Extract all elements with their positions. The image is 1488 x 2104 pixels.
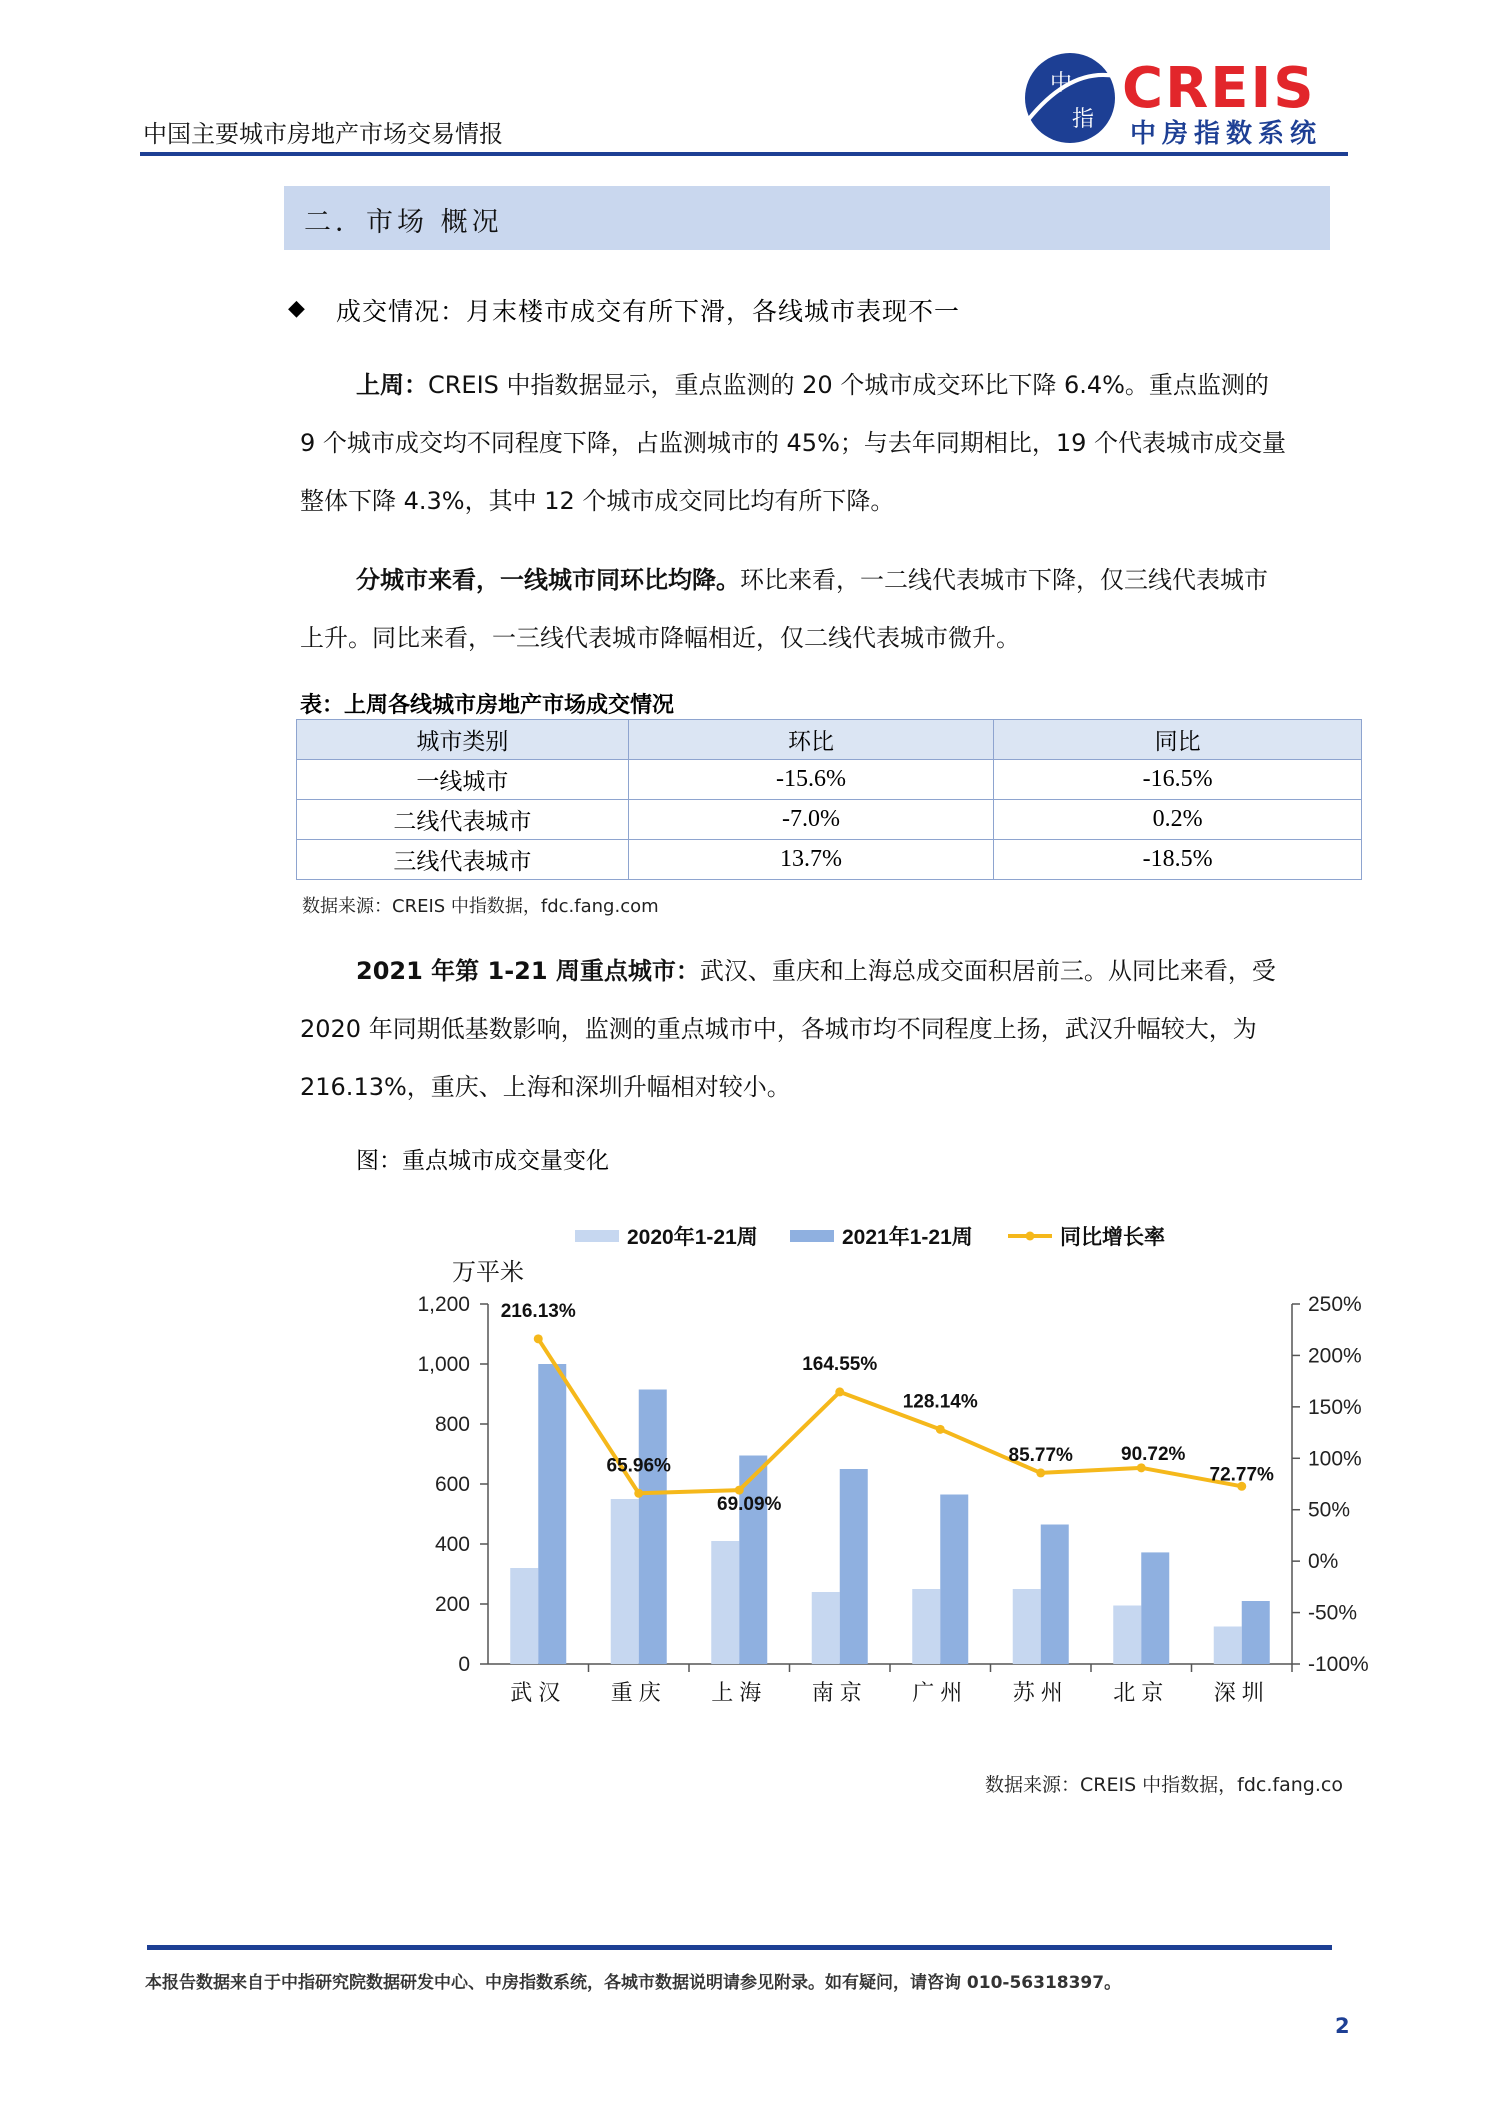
paragraph-line: 整体下降 4.3%，其中 12 个城市成交同比均有所下降。 bbox=[300, 487, 895, 515]
logo-mark-bottom: 指 bbox=[1072, 107, 1095, 132]
left-tick-label: 200 bbox=[434, 1593, 470, 1616]
table-cell: -16.5% bbox=[994, 760, 1362, 800]
paragraph-line: 上升。同比来看，一三线代表城市降幅相近，仅二线代表城市微升。 bbox=[300, 624, 1020, 652]
growth-rate-point bbox=[634, 1489, 643, 1498]
legend-swatch bbox=[790, 1230, 834, 1242]
section-title: 二．市场 概况 bbox=[304, 207, 503, 238]
data-label: 216.13% bbox=[500, 1300, 576, 1322]
chart-source-note: 数据来源：CREIS 中指数据，fdc.fang.co bbox=[985, 1774, 1343, 1796]
right-tick-label: 100% bbox=[1308, 1447, 1362, 1471]
growth-rate-point bbox=[1036, 1468, 1045, 1477]
column-header: 同比 bbox=[994, 720, 1362, 760]
logo-mark-top: 中 bbox=[1050, 71, 1073, 96]
paragraph-lead: 分城市来看，一线城市同环比均降。 bbox=[356, 566, 740, 594]
bar bbox=[812, 1592, 840, 1664]
table-source-note: 数据来源：CREIS 中指数据，fdc.fang.com bbox=[302, 896, 659, 917]
x-tick-label: 武汉 bbox=[510, 1680, 567, 1705]
growth-rate-point bbox=[835, 1387, 844, 1396]
legend-label: 同比增长率 bbox=[1060, 1226, 1165, 1249]
paragraph-city-tiers bbox=[300, 551, 1350, 671]
table-row bbox=[297, 800, 1362, 840]
bar bbox=[1242, 1601, 1270, 1664]
logo-brand-text: CREIS bbox=[1122, 56, 1316, 121]
legend-label: 2021年1-21周 bbox=[842, 1226, 973, 1249]
page-number: 2 bbox=[1335, 2014, 1350, 2038]
city-transaction-chart bbox=[380, 1210, 1400, 1730]
left-tick-label: 0 bbox=[458, 1653, 470, 1676]
data-label: 85.77% bbox=[1008, 1444, 1073, 1466]
legend-swatch bbox=[575, 1230, 619, 1242]
table-cell: -18.5% bbox=[994, 840, 1362, 880]
bar bbox=[639, 1390, 667, 1665]
footer-divider bbox=[147, 1945, 1332, 1950]
data-label: 65.96% bbox=[606, 1455, 671, 1477]
city-tier-table bbox=[296, 719, 1362, 880]
table-row bbox=[297, 760, 1362, 800]
left-tick-label: 1,200 bbox=[417, 1293, 470, 1316]
column-header: 城市类别 bbox=[297, 720, 629, 760]
logo-subtitle: 中房指数系统 bbox=[1130, 119, 1323, 149]
table-cell: -15.6% bbox=[628, 760, 994, 800]
right-tick-label: 50% bbox=[1308, 1498, 1351, 1522]
bar bbox=[538, 1364, 566, 1664]
data-label: 164.55% bbox=[802, 1353, 878, 1375]
right-tick-label: -50% bbox=[1308, 1601, 1358, 1625]
table-cell: 一线城市 bbox=[297, 760, 629, 800]
right-tick-label: 250% bbox=[1308, 1293, 1362, 1316]
right-tick-label: 0% bbox=[1308, 1550, 1339, 1574]
bar bbox=[510, 1568, 538, 1664]
bar bbox=[1013, 1589, 1041, 1664]
x-tick-label: 上海 bbox=[711, 1680, 768, 1705]
table-cell: -7.0% bbox=[628, 800, 994, 840]
growth-rate-point bbox=[936, 1425, 945, 1434]
x-tick-label: 广州 bbox=[912, 1680, 969, 1705]
right-tick-label: -100% bbox=[1308, 1653, 1369, 1676]
left-tick-label: 800 bbox=[434, 1413, 470, 1436]
table-cell: 二线代表城市 bbox=[297, 800, 629, 840]
legend-label: 2020年1-21周 bbox=[627, 1226, 758, 1249]
logo-circle bbox=[1025, 53, 1115, 143]
header-divider bbox=[140, 152, 1348, 156]
table-cell: 0.2% bbox=[994, 800, 1362, 840]
data-label: 90.72% bbox=[1121, 1443, 1186, 1465]
bullet-heading: 成交情况：月末楼市成交有所下滑，各线城市表现不一 bbox=[336, 297, 961, 326]
legend-swatch-marker bbox=[1026, 1232, 1035, 1241]
paragraph-line: 武汉、重庆和上海总成交面积居前三。从同比来看，受 bbox=[699, 957, 1276, 985]
diamond-bullet-icon: ◆ bbox=[288, 296, 305, 321]
left-tick-label: 1,000 bbox=[417, 1353, 470, 1376]
bar bbox=[940, 1495, 968, 1665]
footer-note: 本报告数据来自于中指研究院数据研发中心、中房指数系统，各城市数据说明请参见附录。如有疑问，请咨询 010-56318397。 bbox=[145, 1973, 1122, 1993]
growth-rate-point bbox=[534, 1334, 543, 1343]
paragraph-line: 216.13%，重庆、上海和深圳升幅相对较小。 bbox=[300, 1073, 791, 1101]
x-tick-label: 南京 bbox=[811, 1680, 868, 1705]
x-tick-label: 苏州 bbox=[1012, 1680, 1069, 1705]
table-cell: 13.7% bbox=[628, 840, 994, 880]
bar bbox=[1041, 1525, 1069, 1665]
bar bbox=[1141, 1552, 1169, 1664]
paragraph-line: CREIS 中指数据显示，重点监测的 20 个城市成交环比下降 6.4%。重点监测的 bbox=[428, 371, 1269, 399]
report-header-title: 中国主要城市房地产市场交易情报 bbox=[143, 120, 503, 148]
paragraph-line: 2020 年同期低基数影响，监测的重点城市中，各城市均不同程度上扬，武汉升幅较大，为 bbox=[300, 1015, 1257, 1043]
bar bbox=[1113, 1606, 1141, 1665]
paragraph-lead: 上周： bbox=[356, 371, 428, 399]
bar bbox=[711, 1541, 739, 1664]
table-header-row bbox=[297, 720, 1362, 760]
paragraph-line: 环比来看，一二线代表城市下降，仅三线代表城市 bbox=[740, 566, 1268, 594]
chart-caption: 图：重点城市成交量变化 bbox=[356, 1148, 609, 1174]
x-tick-label: 北京 bbox=[1113, 1680, 1170, 1705]
paragraph-lead: 2021 年第 1-21 周重点城市： bbox=[356, 957, 700, 985]
paragraph-line: 9 个城市成交均不同程度下降，占监测城市的 45%；与去年同期相比，19 个代表城市成交量 bbox=[300, 429, 1287, 457]
right-tick-label: 150% bbox=[1308, 1395, 1362, 1419]
bar bbox=[840, 1469, 868, 1664]
table-caption: 表：上周各线城市房地产市场成交情况 bbox=[300, 693, 675, 718]
left-tick-label: 400 bbox=[434, 1533, 470, 1556]
y-axis-title: 万平米 bbox=[452, 1259, 524, 1286]
paragraph-key-cities bbox=[300, 942, 1350, 1122]
x-tick-label: 深圳 bbox=[1213, 1680, 1270, 1705]
bar bbox=[912, 1589, 940, 1664]
right-tick-label: 200% bbox=[1308, 1344, 1362, 1368]
table-row bbox=[297, 840, 1362, 880]
data-label: 128.14% bbox=[902, 1391, 978, 1413]
bar bbox=[1214, 1627, 1242, 1665]
bar bbox=[611, 1499, 639, 1664]
x-tick-label: 重庆 bbox=[610, 1680, 667, 1705]
left-tick-label: 600 bbox=[434, 1473, 470, 1496]
paragraph-weekly bbox=[300, 356, 1350, 536]
data-label: 69.09% bbox=[717, 1494, 782, 1516]
column-header: 环比 bbox=[628, 720, 994, 760]
data-label: 72.77% bbox=[1209, 1464, 1274, 1486]
table-cell: 三线代表城市 bbox=[297, 840, 629, 880]
